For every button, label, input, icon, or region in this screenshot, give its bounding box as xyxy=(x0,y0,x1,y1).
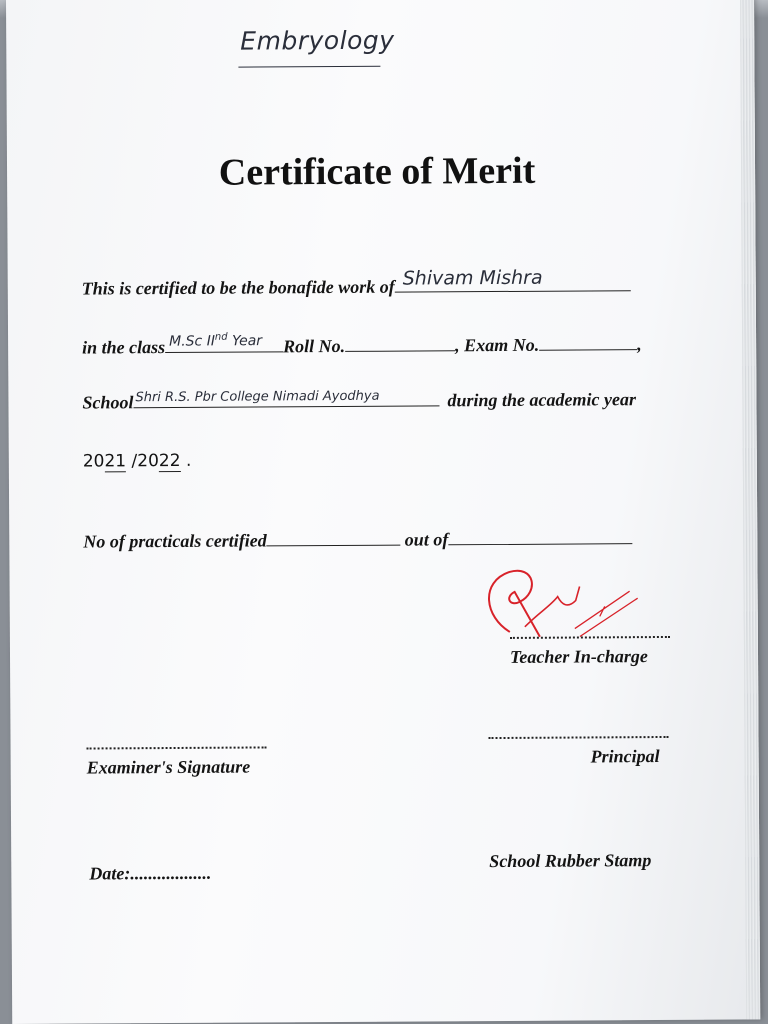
student-name: Shivam Mishra xyxy=(402,266,543,290)
teacher-label: Teacher In-charge xyxy=(509,646,648,667)
practicals-field xyxy=(267,525,401,547)
class-field xyxy=(165,331,283,353)
stamp-label: School Rubber Stamp xyxy=(489,850,652,872)
certificate-title: Certificate of Merit xyxy=(218,149,536,194)
school-label: School xyxy=(82,392,134,413)
certified-text: This is certified to be the bonafide work of xyxy=(81,276,395,299)
practicals-label: No of practicals certified xyxy=(83,530,267,552)
year-1: 21 xyxy=(104,451,127,472)
roll-label: Roll No. xyxy=(283,335,346,357)
teacher-signature-mark xyxy=(479,556,660,647)
during-text: during the academic year xyxy=(447,389,637,411)
school-value: Shri R.S. Pbr College Nimadi Ayodhya xyxy=(135,388,380,406)
practicals-line xyxy=(83,523,632,552)
exam-field xyxy=(539,329,637,351)
class-line xyxy=(82,329,642,358)
year-prefix: 20 xyxy=(82,451,105,472)
class-value-group xyxy=(169,332,262,350)
student-name-field xyxy=(395,266,631,292)
date-label: Date: xyxy=(89,863,131,884)
class-suffix: Year xyxy=(232,333,263,350)
date-row xyxy=(89,863,211,885)
exam-label: , Exam No. xyxy=(455,334,540,356)
examiner-signature-line xyxy=(87,746,267,749)
class-sup: nd xyxy=(214,331,228,344)
school-line xyxy=(82,384,636,413)
date-dots: .................. xyxy=(130,862,212,884)
out-of-label: out of xyxy=(404,529,449,550)
school-field xyxy=(133,385,439,408)
year-sep: /20 xyxy=(126,451,159,472)
subject-heading: Embryology xyxy=(240,25,395,56)
certified-line xyxy=(81,266,631,299)
certificate-page xyxy=(6,0,760,1024)
class-label: in the class xyxy=(82,337,166,358)
subject-underline xyxy=(238,66,380,68)
year-line xyxy=(83,451,192,472)
year-end: . xyxy=(180,450,192,471)
out-of-field xyxy=(448,523,632,545)
examiner-label: Examiner's Signature xyxy=(86,756,251,778)
roll-field xyxy=(345,330,455,352)
year-2: 22 xyxy=(158,450,181,472)
principal-signature-line xyxy=(489,736,669,739)
class-value: M.Sc II xyxy=(169,333,215,351)
exam-comma: , xyxy=(637,334,642,355)
principal-label: Principal xyxy=(590,746,660,767)
